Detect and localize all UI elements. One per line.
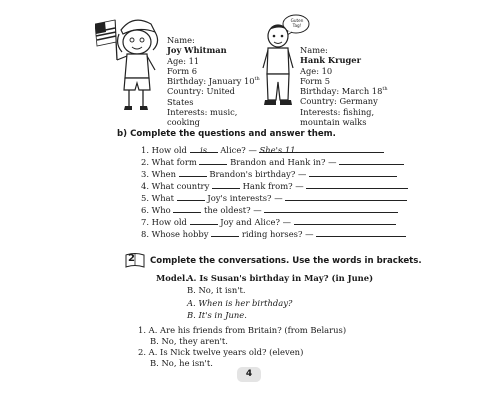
joy-name-label: Name: [167,35,195,45]
answer-line[interactable] [285,192,407,201]
item-1-b: B. No, they aren't. [150,336,228,346]
joy-interests-cont: cooking [167,117,200,128]
answer-line[interactable] [316,228,406,237]
hank-interests-cont: mountain walks [300,117,367,128]
exercise-number: 2 [128,253,135,264]
model-label: Model. [156,273,189,283]
hank-name: Hank Kruger [300,55,361,66]
blank-input[interactable] [211,228,239,237]
model-a1-line: A. Is Susan's birthday in May? (in June) [187,273,374,283]
question-5: 5. What Joy's interests? — [141,192,408,204]
joy-interests: Interests: music, [167,107,238,118]
blank-input[interactable] [199,156,227,165]
hank-age: Age: 10 [300,65,333,76]
item-2-b: B. No, he isn't. [150,358,213,368]
question-3: 3. When Brandon's birthday? — [141,168,408,180]
joy-age: Age: 11 [167,55,200,66]
filled-blank: is [190,144,218,153]
question-6: 6. Who the oldest? — [141,204,408,216]
answer-line[interactable] [264,204,398,213]
us-flag-icon [95,20,116,46]
model-a1 [187,273,373,284]
speech-bubble-text: Guten Tag! [290,18,304,28]
joy-form: Form 6 [167,65,198,76]
model-a2: A. When is her birthday? [187,298,293,308]
answer-line[interactable]: She's 11. [259,144,384,153]
joy-name: Joy Whitman [167,45,227,56]
exercise-2-heading: Complete the conversations. Use the words in brackets. [150,256,422,266]
item-1-a: 1. A. Are his friends from Britain? (from Belarus) [138,325,347,335]
question-1: 1. How old is Alice? — She's 11. [141,144,408,156]
joy-country: Country: United [167,86,235,97]
answer-line[interactable] [306,180,408,189]
joy-country-cont: States [167,96,194,107]
item-2-a: 2. A. Is Nick twelve years old? (eleven) [138,347,304,357]
page-number: 4 [237,367,261,382]
question-4: 4. What country Hank from? — [141,180,408,192]
hank-interests: Interests: fishing, [300,106,375,117]
hank-name-label: Name: [300,45,328,55]
model-b1: B. No, it isn't. [187,285,246,295]
question-2: 2. What form Brandon and Hank in? — [141,156,408,168]
hank-country: Country: Germany [300,96,378,107]
blank-input[interactable] [177,192,205,201]
questions-list [141,144,408,240]
section-b-heading: b) Complete the questions and answer them. [117,129,336,139]
hank-birthday: Birthday: March 18th [300,86,388,97]
question-7: 7. How old Joy and Alice? — [141,216,408,228]
joy-profile [167,35,260,128]
blank-input[interactable] [173,204,201,213]
model-b2: B. It's in June. [187,310,247,320]
joy-birthday: Birthday: January 10th [167,76,260,87]
hank-form: Form 5 [300,75,331,86]
blank-input[interactable] [190,216,218,225]
blank-input[interactable] [179,168,207,177]
joy-illustration [95,12,170,114]
blank-input[interactable] [212,180,240,189]
answer-line[interactable] [294,216,396,225]
question-8: 8. Whose hobby riding horses? — [141,228,408,240]
answer-line[interactable] [309,168,397,177]
hank-profile [300,45,388,127]
answer-line[interactable] [339,156,404,165]
